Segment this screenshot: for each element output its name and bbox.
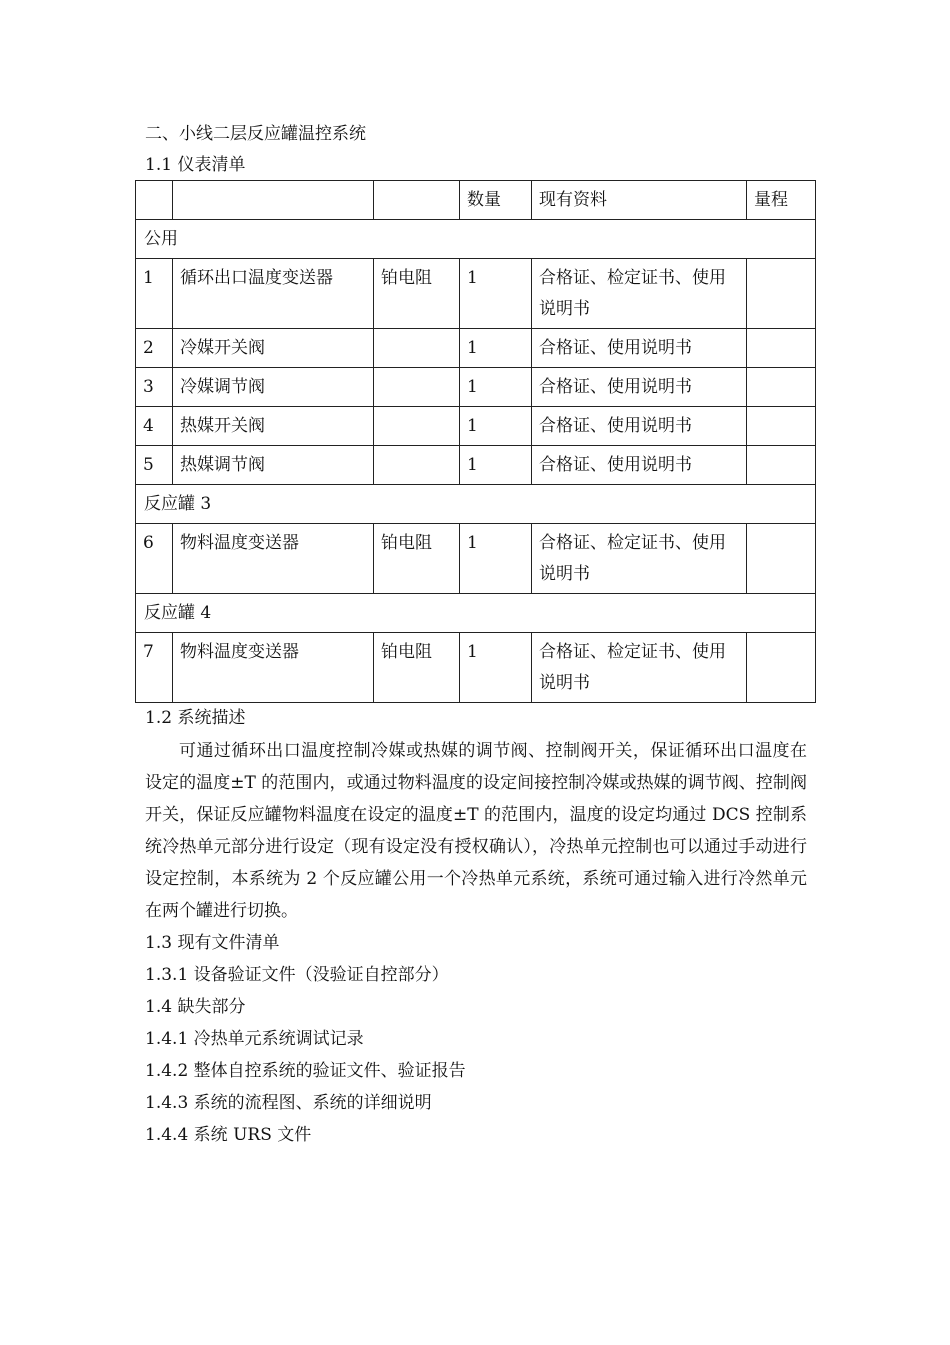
- range-cell: [747, 368, 816, 407]
- sensor-type-cell: [374, 329, 460, 368]
- range-cell: [747, 259, 816, 329]
- quantity-cell: 1: [460, 446, 532, 485]
- instrument-name-cell: 冷媒开关阀: [173, 329, 374, 368]
- documents-cell: 合格证、检定证书、使用说明书: [532, 633, 747, 703]
- header-cell-documents: 现有资料: [532, 181, 747, 220]
- range-cell: [747, 329, 816, 368]
- table-group-row: [136, 220, 816, 259]
- table-group-row: [136, 485, 816, 524]
- instrument-name-cell: 热媒开关阀: [173, 407, 374, 446]
- instrument-name-cell: 冷媒调节阀: [173, 368, 374, 407]
- instrument-name-cell: 物料温度变送器: [173, 524, 374, 594]
- range-cell: [747, 633, 816, 703]
- row-number-cell: 7: [136, 633, 173, 703]
- row-number-cell: 5: [136, 446, 173, 485]
- sensor-type-cell: [374, 407, 460, 446]
- row-number-cell: 3: [136, 368, 173, 407]
- documents-cell: 合格证、检定证书、使用说明书: [532, 524, 747, 594]
- quantity-cell: 1: [460, 633, 532, 703]
- sensor-type-cell: 铂电阻: [374, 633, 460, 703]
- instrument-name-cell: 热媒调节阀: [173, 446, 374, 485]
- sensor-type-cell: [374, 446, 460, 485]
- instrument-name-cell: 物料温度变送器: [173, 633, 374, 703]
- list-item: 1.4.3 系统的流程图、系统的详细说明: [145, 1093, 432, 1113]
- system-description-paragraph: 可通过循环出口温度控制冷媒或热媒的调节阀、控制阀开关，保证循环出口温度在设定的温度±T 的范围内，或通过物料温度的设定间接控制冷媒或热媒的调节阀、控制阀开关，保证反应罐物料温度在设定的温度±T 的范围内，温度的设定均通过 DCS 控制系统冷热单元部分进行设定（现有设定没有授权确认），冷热单元控制也可以通过手动进行设定控制，本系统为 2 个反应罐公用一个冷热单元系统，系统可通过输入进行冷然单元在两个罐进行切换。: [145, 741, 807, 921]
- row-number-cell: 2: [136, 329, 173, 368]
- documents-cell: 合格证、使用说明书: [532, 329, 747, 368]
- documents-cell: 合格证、使用说明书: [532, 368, 747, 407]
- table-row: [136, 368, 816, 407]
- table-row: [136, 259, 816, 329]
- quantity-cell: 1: [460, 259, 532, 329]
- row-number-cell: 4: [136, 407, 173, 446]
- group-label-cell: 反应罐 3: [136, 485, 816, 524]
- group-label-cell: 公用: [136, 220, 816, 259]
- subsection-title-1-1: 1.1 仪表清单: [145, 155, 246, 175]
- document-content: [145, 118, 815, 1151]
- instrument-table-body: [136, 181, 816, 703]
- documents-cell: 合格证、使用说明书: [532, 446, 747, 485]
- header-cell-name: [173, 181, 374, 220]
- sensor-type-cell: 铂电阻: [374, 524, 460, 594]
- list-item: 1.4 缺失部分: [145, 997, 246, 1017]
- header-cell-quantity: 数量: [460, 181, 532, 220]
- range-cell: [747, 407, 816, 446]
- range-cell: [747, 524, 816, 594]
- header-cell-type: [374, 181, 460, 220]
- list-item: 1.4.1 冷热单元系统调试记录: [145, 1029, 364, 1049]
- list-item: 1.4.2 整体自控系统的验证文件、验证报告: [145, 1061, 466, 1081]
- list-item: 1.3 现有文件清单: [145, 933, 280, 953]
- instrument-table: [135, 180, 816, 703]
- sensor-type-cell: [374, 368, 460, 407]
- header-cell-no: [136, 181, 173, 220]
- list-item: 1.3.1 设备验证文件（没验证自控部分）: [145, 965, 449, 985]
- table-row: [136, 524, 816, 594]
- quantity-cell: 1: [460, 524, 532, 594]
- section-title: 二、小线二层反应罐温控系统: [145, 124, 366, 144]
- sensor-type-cell: 铂电阻: [374, 259, 460, 329]
- row-number-cell: 6: [136, 524, 173, 594]
- table-row: [136, 407, 816, 446]
- subsection-title-1-2: 1.2 系统描述: [145, 708, 246, 728]
- header-cell-range: 量程: [747, 181, 816, 220]
- table-group-row: [136, 594, 816, 633]
- quantity-cell: 1: [460, 368, 532, 407]
- table-row: [136, 446, 816, 485]
- documents-cell: 合格证、检定证书、使用说明书: [532, 259, 747, 329]
- file-list: [145, 927, 815, 1151]
- quantity-cell: 1: [460, 407, 532, 446]
- instrument-name-cell: 循环出口温度变送器: [173, 259, 374, 329]
- quantity-cell: 1: [460, 329, 532, 368]
- range-cell: [747, 446, 816, 485]
- documents-cell: 合格证、使用说明书: [532, 407, 747, 446]
- group-label-cell: 反应罐 4: [136, 594, 816, 633]
- table-row: [136, 633, 816, 703]
- list-item: 1.4.4 系统 URS 文件: [145, 1125, 312, 1145]
- table-header-row: [136, 181, 816, 220]
- table-row: [136, 329, 816, 368]
- row-number-cell: 1: [136, 259, 173, 329]
